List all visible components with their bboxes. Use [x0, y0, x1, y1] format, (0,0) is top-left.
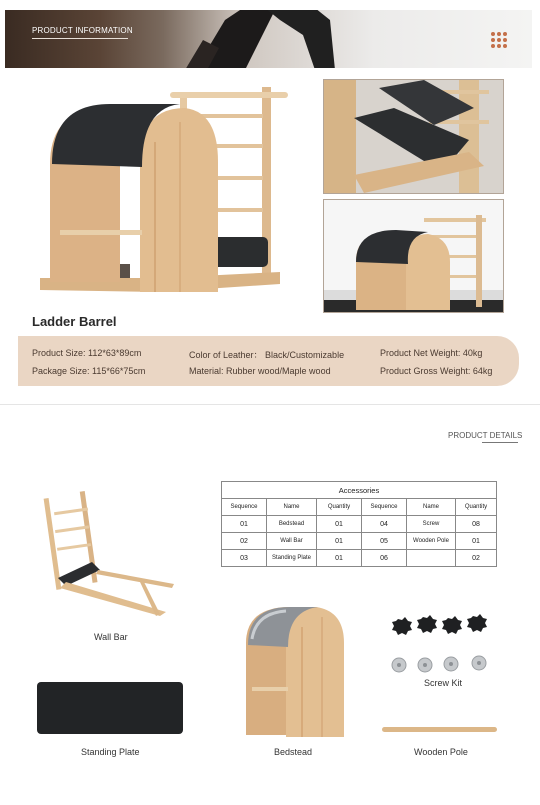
cell-name: Bedstead [267, 516, 317, 533]
header-sequence: Sequence [222, 499, 267, 516]
cell-quantity: 02 [456, 550, 497, 567]
caption-screw-kit: Screw Kit [424, 678, 463, 688]
header-name: Name [407, 499, 456, 516]
cell-sequence: 03 [222, 550, 267, 567]
cell-quantity: 01 [317, 550, 362, 567]
caption-wooden-pole: Wooden Pole [414, 747, 468, 757]
table-row [222, 550, 497, 567]
cell-quantity: 01 [317, 533, 362, 550]
cell-sequence: 05 [362, 533, 407, 550]
spec-product-size: Product Size: 112*63*89cm [32, 348, 142, 358]
cell-sequence: 04 [362, 516, 407, 533]
standing-plate-photo [37, 682, 183, 734]
product-name: Ladder Barrel [32, 314, 117, 329]
banner-title: PRODUCT INFORMATION [32, 26, 133, 35]
ladder-barrel-main-photo [30, 82, 300, 304]
header-sequence: Sequence [362, 499, 407, 516]
cell-quantity: 08 [456, 516, 497, 533]
banner-photo-legs [185, 10, 335, 68]
table-header-row [222, 499, 497, 516]
cell-quantity: 01 [456, 533, 497, 550]
cell-sequence: 06 [362, 550, 407, 567]
screw-kit-photo [385, 613, 495, 678]
wall-bar-photo [40, 486, 180, 626]
cell-name: Standing Plate [267, 550, 317, 567]
table-row [222, 516, 497, 533]
seat-closeup-photo [323, 79, 504, 194]
bedstead-photo [242, 603, 347, 738]
cell-name: Wall Bar [267, 533, 317, 550]
spec-net-weight: Product Net Weight: 40kg [380, 348, 483, 358]
spec-bar [18, 336, 519, 386]
header-quantity: Quantity [317, 499, 362, 516]
header-quantity: Quantity [456, 499, 497, 516]
caption-wall-bar: Wall Bar [94, 632, 128, 642]
product-details-underline [482, 442, 518, 443]
cell-name: Wooden Pole [407, 533, 456, 550]
cell-name [407, 550, 456, 567]
header-name: Name [267, 499, 317, 516]
caption-bedstead: Bedstead [274, 747, 313, 757]
spec-gross-weight: Product Gross Weight: 64kg [380, 366, 493, 376]
banner-underline [32, 38, 128, 39]
accessories-caption: Accessories [222, 482, 497, 499]
caption-standing-plate: Standing Plate [81, 747, 140, 757]
cell-sequence: 01 [222, 516, 267, 533]
cell-name: Screw [407, 516, 456, 533]
section-divider [0, 404, 540, 405]
table-row [222, 533, 497, 550]
wooden-pole-photo [382, 727, 497, 732]
accessories-table [221, 481, 497, 567]
header-banner [5, 10, 532, 68]
spec-color-of-leather: Color of Leather： Black/Customizable [189, 350, 345, 360]
cell-sequence: 02 [222, 533, 267, 550]
barrel-side-photo [323, 199, 504, 313]
product-details-title: PRODUCT DETAILS [448, 431, 523, 440]
cell-quantity: 01 [317, 516, 362, 533]
grid-dots-icon [491, 32, 509, 50]
spec-package-size: Package Size: 115*66*75cm [32, 366, 146, 376]
spec-material: Material: Rubber wood/Maple wood [189, 366, 331, 376]
